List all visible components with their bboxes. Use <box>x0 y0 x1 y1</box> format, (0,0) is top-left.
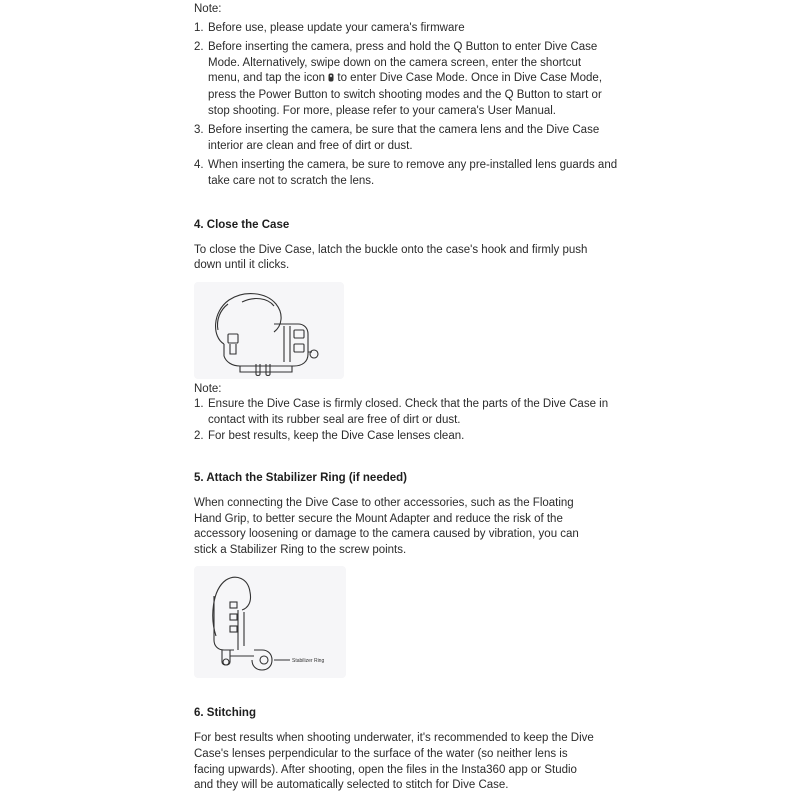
stabilizer-ring-figure <box>194 566 346 678</box>
section-heading-stabilizer-ring: 5. Attach the Stabilizer Ring (if needed) <box>194 472 407 485</box>
list-number: 2. <box>194 429 204 442</box>
list-item <box>194 397 628 428</box>
list-text: When inserting the camera, be sure to remove any pre-installed lens guards and take care not to scratch the lens. <box>208 159 618 187</box>
section-heading-stitching: 6. Stitching <box>194 707 256 720</box>
list-number: 1. <box>194 21 204 34</box>
list-number: 1. <box>194 398 204 411</box>
section-body: To close the Dive Case, latch the buckle onto the case's hook and firmly push down until it clicks. <box>194 243 588 272</box>
section-body: When connecting the Dive Case to other accessories, such as the Floating Hand Grip, to better secure the Mount Adapter and reduce the risk of the accessory loosening or damage to the camera caused by vibration, you can stick a Stabilizer Ring to the screw points. <box>194 497 579 556</box>
stabilizer-ring-label: Stabilizer Ring <box>292 658 325 665</box>
section-body: For best results when shooting underwater, it's recommended to keep the Dive Case's lenses perpendicular to the surface of the water (so neither lens is facing upwards). After shooting, open the files in the Insta360 app or Studio and they will be automatically selected to stitch for Dive Case. <box>194 732 594 792</box>
note-label: Note: <box>194 382 222 395</box>
note-label: Note: <box>194 3 222 15</box>
section-heading-close-case: 4. Close the Case <box>194 218 290 231</box>
list-text: Before use, please update your camera's firmware <box>208 21 465 34</box>
list-number: 2. <box>194 41 204 54</box>
note-list <box>194 397 624 444</box>
list-item <box>194 429 624 445</box>
note-list <box>194 21 624 190</box>
list-text: Before inserting the camera, press and hold the Q Button to enter Dive Case Mode. Alternatively, swipe down on the camera screen, enter the shortcut menu, and tap the icon <box>208 41 598 85</box>
list-number: 3. <box>194 124 204 137</box>
manual-content <box>194 2 624 794</box>
list-item <box>194 158 633 189</box>
list-text-continued: to enter Dive Case Mode. Once in Dive Case Mode, press the Power Button to switch shooting modes and the Q Button to start or stop shooting. For more, please refer to your camera's User Manual. <box>208 72 603 117</box>
list-text: Before inserting the camera, be sure that the camera lens and the Dive Case interior are clean and free of dirt or dust. <box>208 124 600 152</box>
list-text: Ensure the Dive Case is firmly closed. Check that the parts of the Dive Case in contact with its rubber seal are free of dirt or dust. <box>208 398 609 426</box>
close-case-figure <box>194 282 344 379</box>
list-text: For best results, keep the Dive Case lenses clean. <box>208 429 465 442</box>
list-item <box>194 123 628 154</box>
list-item <box>194 40 608 119</box>
list-item <box>194 21 628 37</box>
list-number: 4. <box>194 159 204 172</box>
